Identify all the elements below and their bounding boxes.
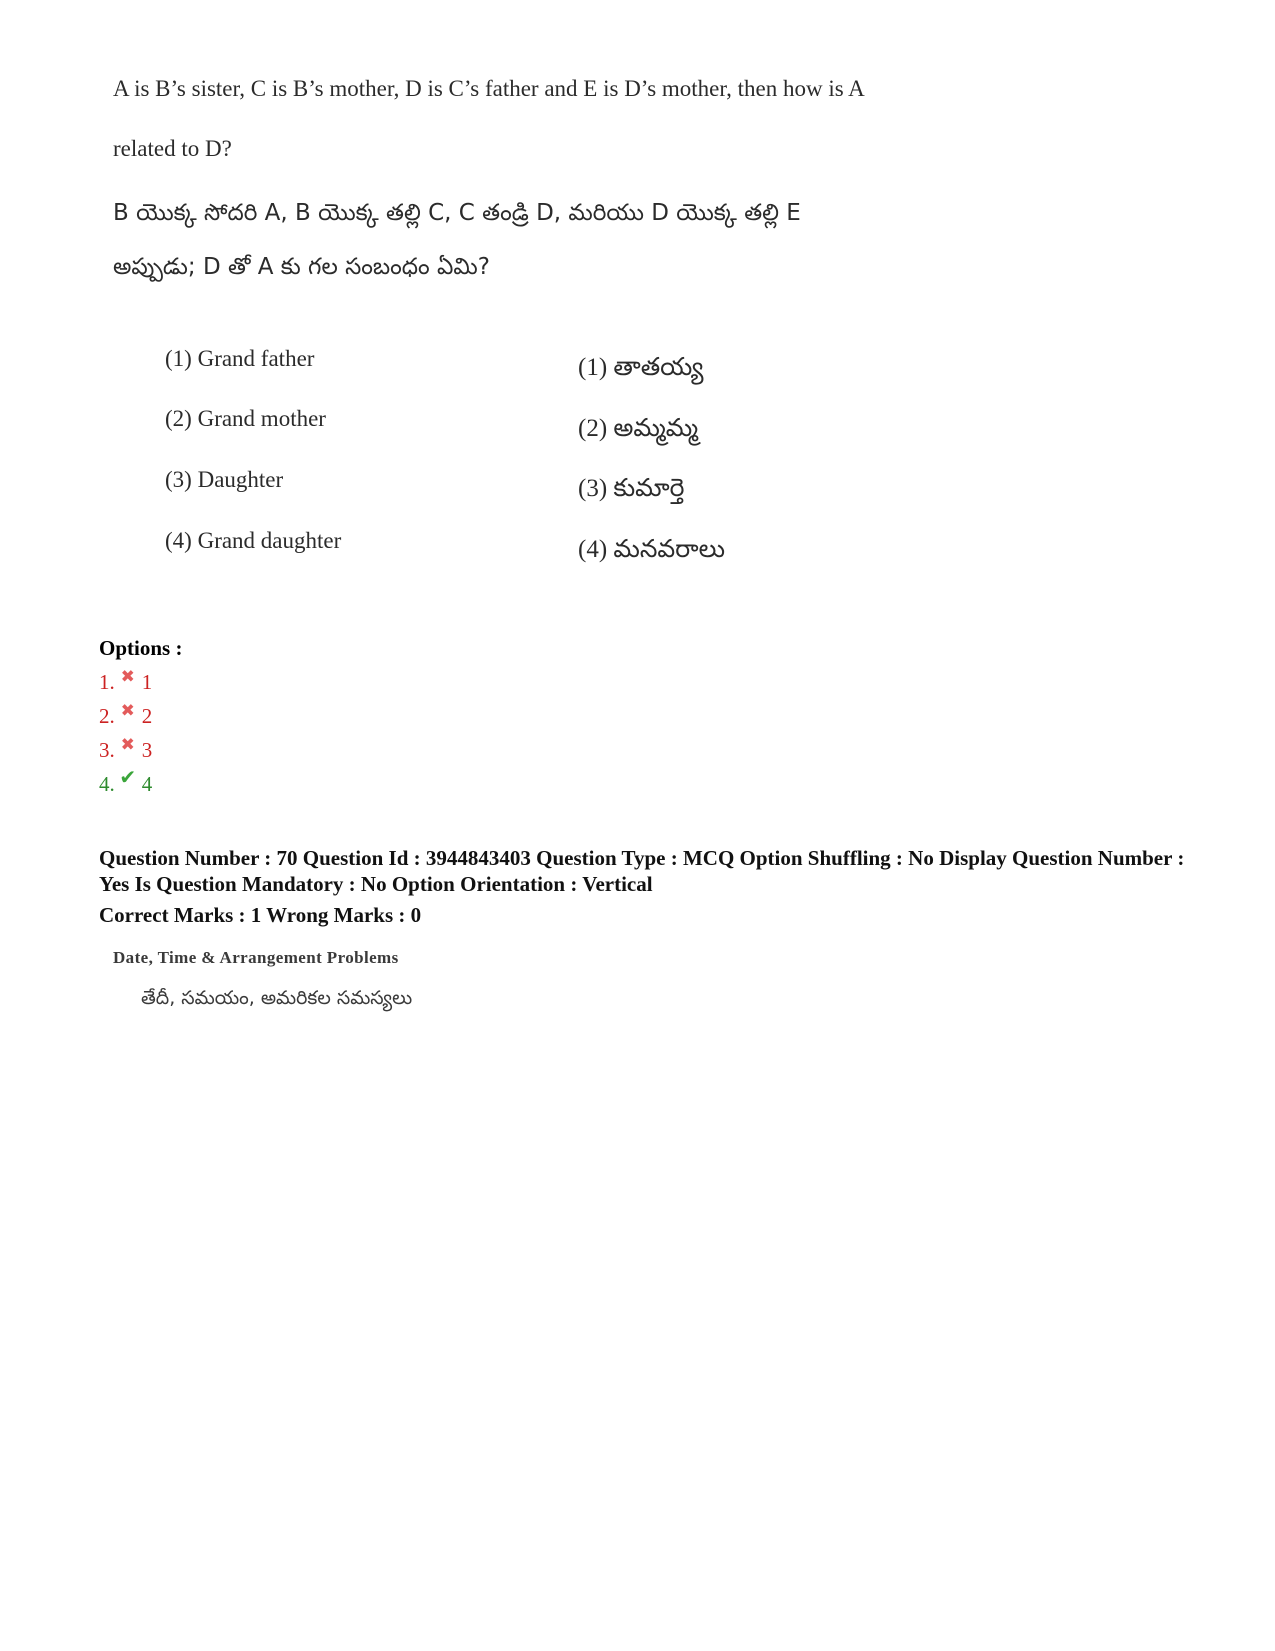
option-number: 2. (99, 704, 115, 728)
choice-english-3 (165, 467, 283, 493)
question-text-english-line1: A is B’s sister, C is B’s mother, D is C’s father and E is D’s mother, then how is A (113, 76, 865, 101)
choice-telugu-2 (578, 413, 698, 449)
option-row-3 (99, 735, 153, 763)
option-value: 4 (141, 772, 153, 796)
option-number: 3. (99, 738, 115, 762)
choice-label: అమ్మమ్మ (613, 413, 699, 442)
choice-english-1 (165, 346, 314, 372)
choice-number: (1) (165, 346, 192, 371)
choice-number: (4) (578, 536, 608, 563)
option-number: 1. (99, 670, 115, 694)
choice-label: తాతయ్య (613, 352, 704, 381)
choice-label: Grand daughter (197, 528, 342, 553)
choice-number: (4) (165, 528, 192, 553)
option-row-1 (99, 667, 153, 695)
option-value: 3 (141, 738, 153, 762)
check-icon: ✔ (119, 765, 137, 789)
choice-number: (3) (165, 467, 192, 492)
choice-number: (2) (165, 406, 192, 431)
question-marks: Correct Marks : 1 Wrong Marks : 0 (99, 903, 422, 927)
options-heading: Options : (99, 636, 183, 660)
choice-telugu-4 (578, 534, 725, 570)
option-number: 4. (99, 772, 115, 796)
choice-english-4 (165, 528, 341, 554)
choice-number: (3) (578, 475, 608, 502)
option-row-2 (99, 701, 153, 729)
choice-label: Grand father (197, 346, 315, 371)
section-title-telugu: తేదీ, సమయం, అమరికల సమస్యలు (141, 987, 413, 1009)
cross-icon: ✖ (120, 735, 135, 755)
choice-number: (1) (578, 354, 608, 381)
choice-number: (2) (578, 415, 608, 442)
section-title: Date, Time & Arrangement Problems (113, 948, 399, 967)
question-text-telugu-line1: B యొక్క సోదరి A, B యొక్క తల్లి C, C తండ్రి D, మరియు D యొక్క తల్లి E (113, 200, 801, 226)
option-row-4 (99, 765, 153, 797)
choice-label: కుమార్తె (613, 473, 685, 502)
option-value: 1 (141, 670, 153, 694)
cross-icon: ✖ (120, 701, 135, 721)
question-text-telugu-line2: అప్పుడు; D తో A కు గల సంబంధం ఏమి? (113, 254, 490, 280)
choice-label: Daughter (197, 467, 284, 492)
cross-icon: ✖ (120, 667, 135, 687)
choice-telugu-3 (578, 473, 684, 509)
choice-label: Grand mother (197, 406, 326, 431)
question-meta: Question Number : 70 Question Id : 3944843403 Question Type : MCQ Option Shuffling : No Display Question Number : Yes Is Question Mandatory : No Option Orientation : Vertical (99, 846, 1185, 896)
choice-telugu-1 (578, 352, 704, 388)
question-text-english-line2: related to D? (113, 136, 232, 161)
option-value: 2 (141, 704, 153, 728)
choice-label: మనవరాలు (613, 534, 725, 563)
choice-english-2 (165, 406, 326, 432)
